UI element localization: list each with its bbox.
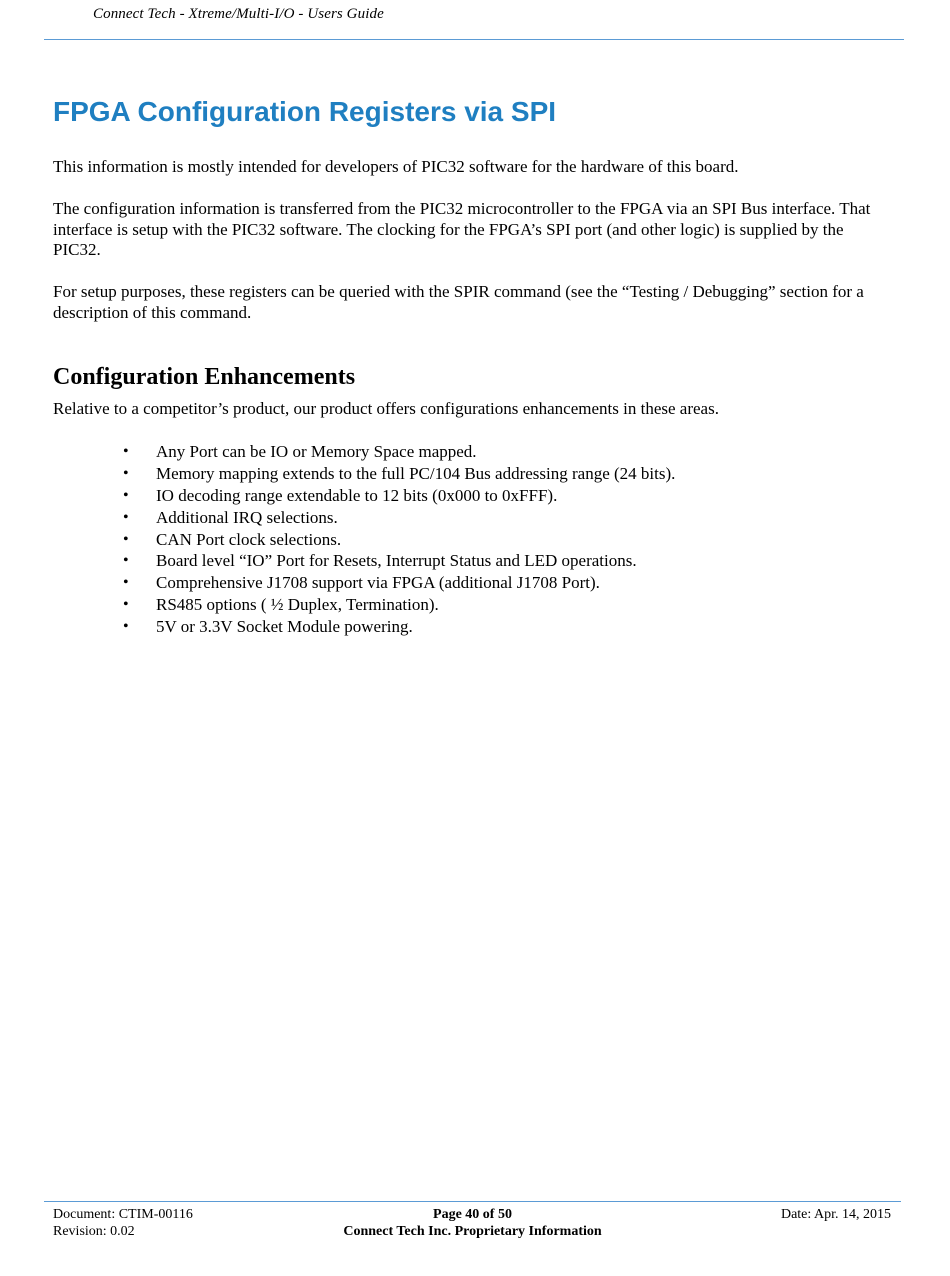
header-divider xyxy=(44,39,904,40)
bullet-icon: • xyxy=(123,508,129,526)
bullet-icon: • xyxy=(123,596,129,614)
bullet-icon: • xyxy=(123,618,129,636)
footer-page-number: Page 40 of 50 xyxy=(433,1207,512,1222)
paragraph-intended-audience: This information is mostly intended for developers of PIC32 software for the hardware of this board. xyxy=(53,157,739,176)
bullet-icon: • xyxy=(123,574,129,592)
list-item xyxy=(0,594,950,616)
list-item-text: Comprehensive J1708 support via FPGA (additional J1708 Port). xyxy=(156,573,600,593)
bullet-icon: • xyxy=(123,486,129,504)
list-item-text: 5V or 3.3V Socket Module powering. xyxy=(156,617,413,637)
paragraph-spi-interface: The configuration information is transferred from the PIC32 microcontroller to the FPGA via an SPI Bus interface. That interface is setup with the PIC32 software. The clocking for the FPGA’s SPI port (and other logic) is supplied by the PIC32. xyxy=(53,199,871,259)
section-heading-configuration-enhancements: Configuration Enhancements xyxy=(53,364,356,390)
footer-proprietary-notice: Connect Tech Inc. Proprietary Information xyxy=(343,1224,602,1239)
footer-date: Date: Apr. 14, 2015 xyxy=(780,1207,891,1222)
list-item xyxy=(0,441,950,463)
footer-date-info xyxy=(781,1206,891,1223)
running-header-title: Connect Tech - Xtreme/Multi-I/O - Users Guide xyxy=(93,6,384,22)
footer-document-number: Document: CTIM-00116 xyxy=(53,1207,193,1222)
list-item xyxy=(0,485,950,507)
list-item-text: CAN Port clock selections. xyxy=(156,529,342,549)
enhancements-list xyxy=(0,441,950,638)
list-item xyxy=(0,572,950,594)
list-item-text: IO decoding range extendable to 12 bits (0x000 to 0xFFF). xyxy=(156,485,558,505)
paragraph-enhancements-intro: Relative to a competitor’s product, our product offers configurations enhancements in these areas. xyxy=(53,399,719,418)
list-item xyxy=(0,550,950,572)
bullet-icon: • xyxy=(123,530,129,548)
list-item-text: RS485 options ( ½ Duplex, Termination). xyxy=(156,595,439,615)
footer-divider xyxy=(44,1201,901,1202)
paragraph-spir-command: For setup purposes, these registers can be queried with the SPIR command (see the “Testing / Debugging” section for a description of this command. xyxy=(53,282,864,322)
footer-revision: Revision: 0.02 xyxy=(53,1224,135,1239)
list-item-text: Additional IRQ selections. xyxy=(156,507,338,527)
list-item xyxy=(0,529,950,551)
list-item xyxy=(0,463,950,485)
bullet-icon: • xyxy=(123,464,129,482)
list-item xyxy=(0,616,950,638)
list-item-text: Memory mapping extends to the full PC/104 Bus addressing range (24 bits). xyxy=(156,463,676,483)
bullet-icon: • xyxy=(123,443,129,460)
bullet-icon: • xyxy=(123,552,129,570)
list-item-text: Board level “IO” Port for Resets, Interrupt Status and LED operations. xyxy=(156,551,637,571)
list-item-text: Any Port can be IO or Memory Space mapped. xyxy=(156,442,477,461)
list-item xyxy=(0,507,950,529)
section-heading-fpga-spi: FPGA Configuration Registers via SPI xyxy=(53,96,557,127)
